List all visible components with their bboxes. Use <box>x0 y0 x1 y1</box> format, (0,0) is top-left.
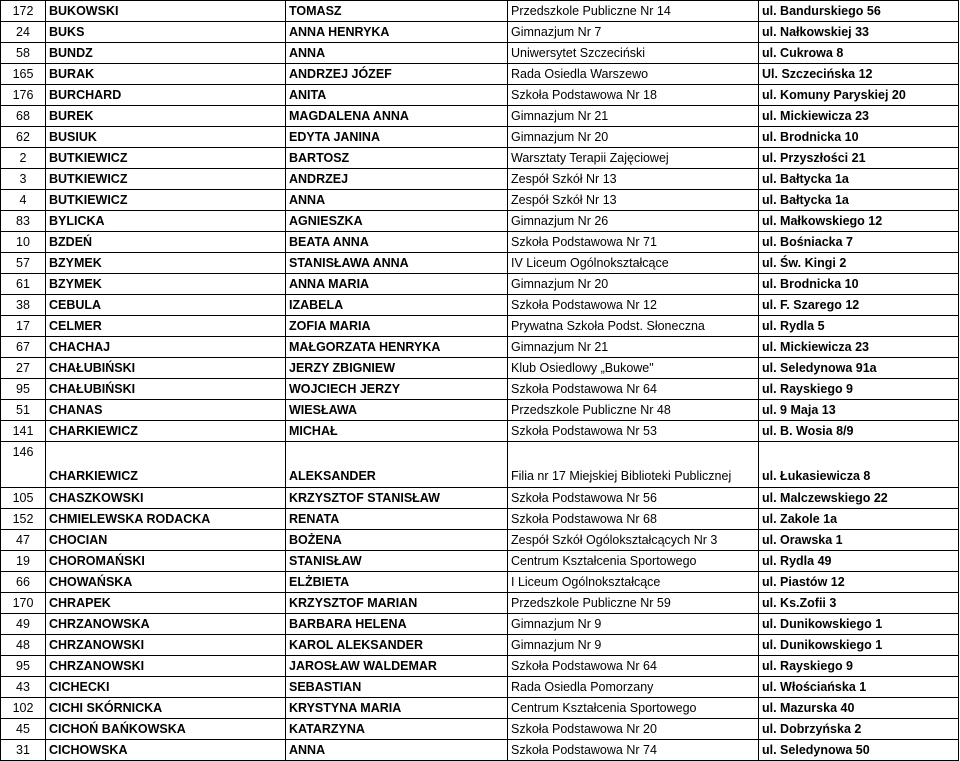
address-cell: ul. Seledynowa 50 <box>759 740 959 761</box>
institution-cell: Zespół Szkół Nr 13 <box>508 190 759 211</box>
surname-cell: CELMER <box>46 316 286 337</box>
given-names-cell: ANNA MARIA <box>286 274 508 295</box>
table-row <box>1 64 959 85</box>
row-number: 66 <box>1 572 46 593</box>
surname-cell: BUTKIEWICZ <box>46 190 286 211</box>
surname-cell: CHOWAŃSKA <box>46 572 286 593</box>
institution-cell: Przedszkole Publiczne Nr 59 <box>508 593 759 614</box>
address-cell: ul. Komuny Paryskiej 20 <box>759 85 959 106</box>
address-cell: ul. Rayskiego 9 <box>759 379 959 400</box>
surname-cell: BUNDZ <box>46 43 286 64</box>
institution-cell: Klub Osiedlowy „Bukowe" <box>508 358 759 379</box>
institution-cell: Szkoła Podstawowa Nr 53 <box>508 421 759 442</box>
address-cell: ul. Mazurska 40 <box>759 698 959 719</box>
given-names-cell: KRYSTYNA MARIA <box>286 698 508 719</box>
row-number: 95 <box>1 656 46 677</box>
row-number: 43 <box>1 677 46 698</box>
surname-cell: CEBULA <box>46 295 286 316</box>
given-names-cell: ELŻBIETA <box>286 572 508 593</box>
given-names-cell: ANNA <box>286 43 508 64</box>
table-row <box>1 509 959 530</box>
row-number: 27 <box>1 358 46 379</box>
table-row <box>1 106 959 127</box>
row-number: 38 <box>1 295 46 316</box>
surname-cell: BUREK <box>46 106 286 127</box>
row-number: 45 <box>1 719 46 740</box>
institution-cell: Prywatna Szkoła Podst. Słoneczna <box>508 316 759 337</box>
given-names-cell: KATARZYNA <box>286 719 508 740</box>
address-cell: ul. Orawska 1 <box>759 530 959 551</box>
given-names-cell: STANISŁAWA ANNA <box>286 253 508 274</box>
given-names-cell: KRZYSZTOF STANISŁAW <box>286 488 508 509</box>
surname-cell: CHRZANOWSKA <box>46 614 286 635</box>
address-cell: ul. Cukrowa 8 <box>759 43 959 64</box>
surname-cell: CICHOŃ BAŃKOWSKA <box>46 719 286 740</box>
table-row <box>1 169 959 190</box>
table-row <box>1 43 959 64</box>
given-names-cell: JERZY ZBIGNIEW <box>286 358 508 379</box>
institution-cell: Gimnazjum Nr 9 <box>508 635 759 656</box>
table-row <box>1 400 959 421</box>
table-row <box>1 488 959 509</box>
surname-cell: BUKS <box>46 22 286 43</box>
institution-cell: Gimnazjum Nr 21 <box>508 337 759 358</box>
given-names-cell: JAROSŁAW WALDEMAR <box>286 656 508 677</box>
table-row <box>1 148 959 169</box>
table-row <box>1 614 959 635</box>
institution-cell: Szkoła Podstawowa Nr 20 <box>508 719 759 740</box>
table-row <box>1 740 959 761</box>
institution-cell: Gimnazjum Nr 20 <box>508 127 759 148</box>
row-number: 170 <box>1 593 46 614</box>
address-cell: ul. Łukasiewicza 8 <box>759 442 959 488</box>
row-number: 105 <box>1 488 46 509</box>
given-names-cell: ANDRZEJ JÓZEF <box>286 64 508 85</box>
institution-cell: Szkoła Podstawowa Nr 56 <box>508 488 759 509</box>
surname-cell: CHRAPEK <box>46 593 286 614</box>
row-number: 19 <box>1 551 46 572</box>
row-number: 51 <box>1 400 46 421</box>
row-number: 172 <box>1 1 46 22</box>
surname-cell: BZYMEK <box>46 253 286 274</box>
surname-cell: BUTKIEWICZ <box>46 148 286 169</box>
surname-cell: CHARKIEWICZ <box>46 442 286 488</box>
institution-cell: Zespół Szkół Nr 13 <box>508 169 759 190</box>
address-cell: Ul. Szczecińska 12 <box>759 64 959 85</box>
given-names-cell: MAGDALENA ANNA <box>286 106 508 127</box>
table-row <box>1 719 959 740</box>
table-row <box>1 656 959 677</box>
table-row <box>1 421 959 442</box>
institution-cell: Gimnazjum Nr 21 <box>508 106 759 127</box>
row-number: 10 <box>1 232 46 253</box>
institution-cell: Rada Osiedla Warszewo <box>508 64 759 85</box>
surname-cell: BUTKIEWICZ <box>46 169 286 190</box>
surname-cell: CHACHAJ <box>46 337 286 358</box>
institution-cell: Szkoła Podstawowa Nr 74 <box>508 740 759 761</box>
institution-cell: Szkoła Podstawowa Nr 64 <box>508 379 759 400</box>
surname-cell: CHMIELEWSKA RODACKA <box>46 509 286 530</box>
surname-cell: BUKOWSKI <box>46 1 286 22</box>
address-cell: ul. Brodnicka 10 <box>759 274 959 295</box>
institution-cell: Zespół Szkół Ogólokształcących Nr 3 <box>508 530 759 551</box>
address-cell: ul. Bandurskiego 56 <box>759 1 959 22</box>
table-row <box>1 677 959 698</box>
given-names-cell: STANISŁAW <box>286 551 508 572</box>
table-row <box>1 442 959 488</box>
given-names-cell: WIESŁAWA <box>286 400 508 421</box>
table-row <box>1 358 959 379</box>
address-cell: ul. Seledynowa 91a <box>759 358 959 379</box>
table-row <box>1 85 959 106</box>
surname-cell: BURAK <box>46 64 286 85</box>
institution-cell: Rada Osiedla Pomorzany <box>508 677 759 698</box>
row-number: 95 <box>1 379 46 400</box>
address-cell: ul. Bałtycka 1a <box>759 190 959 211</box>
row-number: 58 <box>1 43 46 64</box>
row-number: 141 <box>1 421 46 442</box>
given-names-cell: ANITA <box>286 85 508 106</box>
given-names-cell: KRZYSZTOF MARIAN <box>286 593 508 614</box>
row-number: 67 <box>1 337 46 358</box>
given-names-cell: ANNA <box>286 740 508 761</box>
surname-cell: CHRZANOWSKI <box>46 656 286 677</box>
row-number: 4 <box>1 190 46 211</box>
table-row <box>1 379 959 400</box>
given-names-cell: BEATA ANNA <box>286 232 508 253</box>
institution-cell: Uniwersytet Szczeciński <box>508 43 759 64</box>
institution-cell: Gimnazjum Nr 20 <box>508 274 759 295</box>
address-cell: ul. F. Szarego 12 <box>759 295 959 316</box>
table-row <box>1 211 959 232</box>
surname-cell: BUSIUK <box>46 127 286 148</box>
table-row <box>1 190 959 211</box>
address-cell: ul. Dunikowskiego 1 <box>759 614 959 635</box>
row-number: 3 <box>1 169 46 190</box>
table-row <box>1 274 959 295</box>
address-cell: ul. Św. Kingi 2 <box>759 253 959 274</box>
surname-cell: CHANAS <box>46 400 286 421</box>
row-number: 24 <box>1 22 46 43</box>
row-number: 31 <box>1 740 46 761</box>
table-row <box>1 1 959 22</box>
given-names-cell: KAROL ALEKSANDER <box>286 635 508 656</box>
address-cell: ul. 9 Maja 13 <box>759 400 959 421</box>
table-row <box>1 530 959 551</box>
institution-cell: Gimnazjum Nr 26 <box>508 211 759 232</box>
address-cell: ul. Bośniacka 7 <box>759 232 959 253</box>
surname-cell: BZDEŃ <box>46 232 286 253</box>
institution-cell: Szkoła Podstawowa Nr 68 <box>508 509 759 530</box>
given-names-cell: TOMASZ <box>286 1 508 22</box>
institution-cell: Szkoła Podstawowa Nr 64 <box>508 656 759 677</box>
address-cell: ul. Zakole 1a <box>759 509 959 530</box>
address-cell: ul. Dobrzyńska 2 <box>759 719 959 740</box>
row-number: 83 <box>1 211 46 232</box>
institution-cell: Szkoła Podstawowa Nr 71 <box>508 232 759 253</box>
given-names-cell: ANDRZEJ <box>286 169 508 190</box>
given-names-cell: IZABELA <box>286 295 508 316</box>
given-names-cell: BOŻENA <box>286 530 508 551</box>
table-row <box>1 22 959 43</box>
row-number: 176 <box>1 85 46 106</box>
surname-cell: CHOROMAŃSKI <box>46 551 286 572</box>
institution-cell: Przedszkole Publiczne Nr 48 <box>508 400 759 421</box>
table-row <box>1 295 959 316</box>
row-number: 57 <box>1 253 46 274</box>
institution-cell: Gimnazjum Nr 7 <box>508 22 759 43</box>
given-names-cell: MICHAŁ <box>286 421 508 442</box>
given-names-cell: ANNA <box>286 190 508 211</box>
surname-cell: CICHECKI <box>46 677 286 698</box>
row-number: 165 <box>1 64 46 85</box>
institution-cell: Centrum Kształcenia Sportowego <box>508 551 759 572</box>
address-cell: ul. B. Wosia 8/9 <box>759 421 959 442</box>
address-cell: ul. Mickiewicza 23 <box>759 106 959 127</box>
surname-cell: CHAŁUBIŃSKI <box>46 358 286 379</box>
given-names-cell: SEBASTIAN <box>286 677 508 698</box>
address-cell: ul. Malczewskiego 22 <box>759 488 959 509</box>
table-row <box>1 593 959 614</box>
table-row <box>1 337 959 358</box>
given-names-cell: ANNA HENRYKA <box>286 22 508 43</box>
table-row <box>1 127 959 148</box>
table-row <box>1 232 959 253</box>
address-cell: ul. Brodnicka 10 <box>759 127 959 148</box>
institution-cell: Warsztaty Terapii Zajęciowej <box>508 148 759 169</box>
institution-cell: I Liceum Ogólnokształcące <box>508 572 759 593</box>
institution-cell: Filia nr 17 Miejskiej Biblioteki Publicznej <box>508 442 759 488</box>
surname-cell: BYLICKA <box>46 211 286 232</box>
address-cell: ul. Piastów 12 <box>759 572 959 593</box>
institution-cell: Gimnazjum Nr 9 <box>508 614 759 635</box>
address-cell: ul. Włościańska 1 <box>759 677 959 698</box>
surname-cell: CHAŁUBIŃSKI <box>46 379 286 400</box>
surname-cell: CICHOWSKA <box>46 740 286 761</box>
institution-cell: Szkoła Podstawowa Nr 12 <box>508 295 759 316</box>
given-names-cell: ALEKSANDER <box>286 442 508 488</box>
address-cell: ul. Przyszłości 21 <box>759 148 959 169</box>
table-row <box>1 635 959 656</box>
table-row <box>1 572 959 593</box>
given-names-cell: RENATA <box>286 509 508 530</box>
table-row <box>1 698 959 719</box>
institution-cell: Przedszkole Publiczne Nr 14 <box>508 1 759 22</box>
row-number: 47 <box>1 530 46 551</box>
table-row <box>1 551 959 572</box>
address-cell: ul. Rayskiego 9 <box>759 656 959 677</box>
address-cell: ul. Rydla 49 <box>759 551 959 572</box>
given-names-cell: ZOFIA MARIA <box>286 316 508 337</box>
address-cell: ul. Bałtycka 1a <box>759 169 959 190</box>
row-number: 2 <box>1 148 46 169</box>
row-number: 102 <box>1 698 46 719</box>
given-names-cell: EDYTA JANINA <box>286 127 508 148</box>
table-row <box>1 316 959 337</box>
given-names-cell: BARBARA HELENA <box>286 614 508 635</box>
address-cell: ul. Mickiewicza 23 <box>759 337 959 358</box>
row-number: 68 <box>1 106 46 127</box>
surname-cell: CHARKIEWICZ <box>46 421 286 442</box>
surname-cell: BZYMEK <box>46 274 286 295</box>
given-names-cell: AGNIESZKA <box>286 211 508 232</box>
surname-cell: BURCHARD <box>46 85 286 106</box>
roster-body <box>1 1 959 761</box>
row-number: 146 <box>1 442 46 488</box>
given-names-cell: WOJCIECH JERZY <box>286 379 508 400</box>
row-number: 48 <box>1 635 46 656</box>
surname-cell: CICHI SKÓRNICKA <box>46 698 286 719</box>
address-cell: ul. Małkowskiego 12 <box>759 211 959 232</box>
address-cell: ul. Ks.Zofii 3 <box>759 593 959 614</box>
row-number: 62 <box>1 127 46 148</box>
institution-cell: IV Liceum Ogólnokształcące <box>508 253 759 274</box>
row-number: 61 <box>1 274 46 295</box>
row-number: 17 <box>1 316 46 337</box>
institution-cell: Szkoła Podstawowa Nr 18 <box>508 85 759 106</box>
table-row <box>1 253 959 274</box>
given-names-cell: MAŁGORZATA HENRYKA <box>286 337 508 358</box>
surname-cell: CHOCIAN <box>46 530 286 551</box>
address-cell: ul. Rydla 5 <box>759 316 959 337</box>
surname-cell: CHASZKOWSKI <box>46 488 286 509</box>
address-cell: ul. Dunikowskiego 1 <box>759 635 959 656</box>
row-number: 49 <box>1 614 46 635</box>
row-number: 152 <box>1 509 46 530</box>
address-cell: ul. Nałkowskiej 33 <box>759 22 959 43</box>
surname-cell: CHRZANOWSKI <box>46 635 286 656</box>
given-names-cell: BARTOSZ <box>286 148 508 169</box>
institution-cell: Centrum Kształcenia Sportowego <box>508 698 759 719</box>
